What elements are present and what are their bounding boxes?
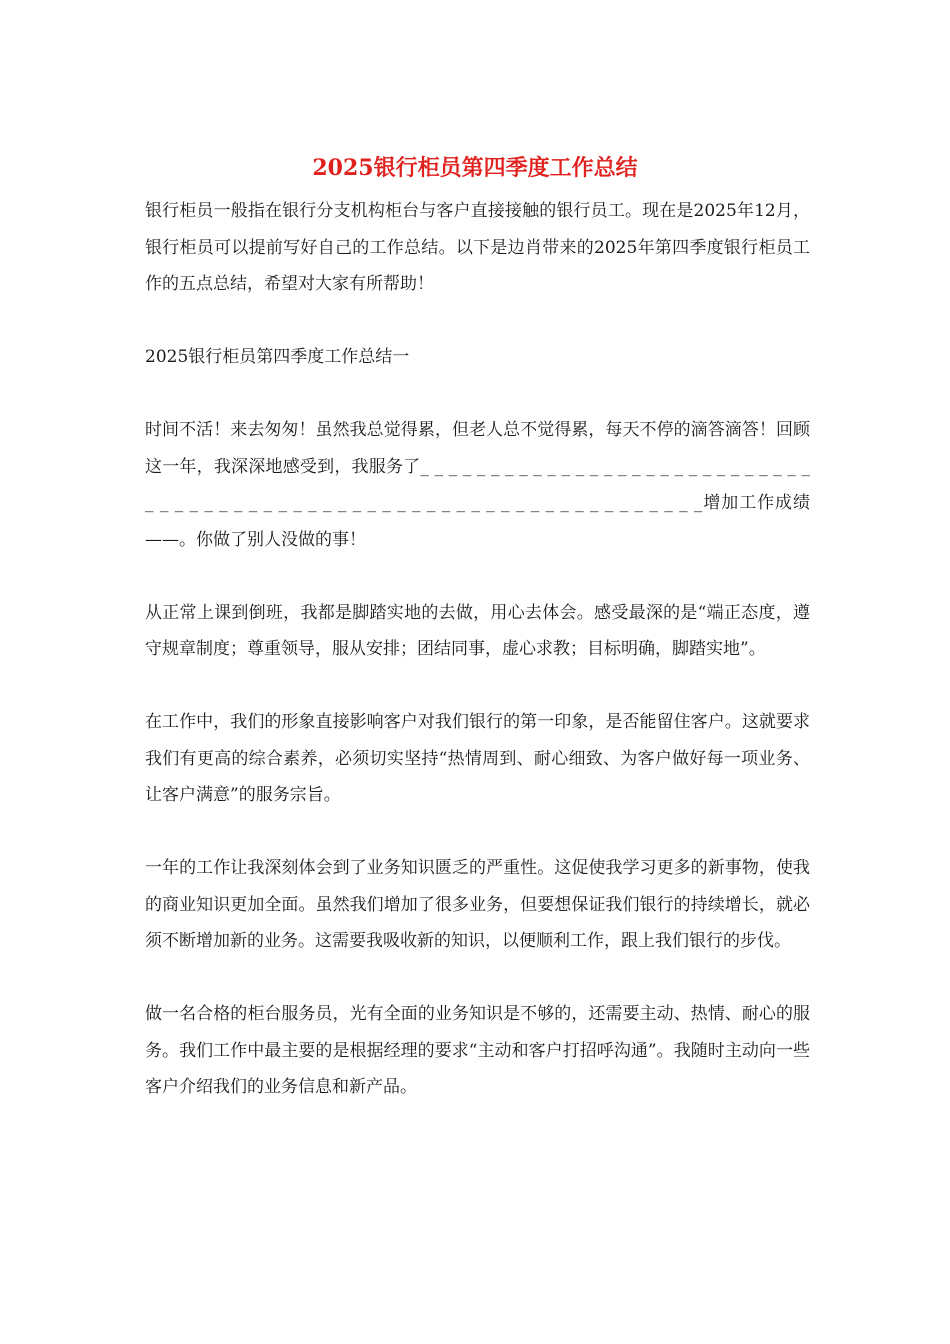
document-title: 2025银行柜员第四季度工作总结	[312, 155, 638, 181]
paragraph-service: 做一名合格的柜台服务员，光有全面的业务知识是不够的，还需要主动、热情、耐心的服务。我们工作中最主要的是根据经理的要求“主动和客户打招呼沟通”。我随时主动向一些客户介绍我们的业务信息和新产品。	[145, 1004, 810, 1097]
paragraph-time: 时间不活！来去匆匆！虽然我总觉得累，但老人总不觉得累，每天不停的滴答滴答！回顾这一年，我深深地感受到，我服务了_ _ _ _ _ _ _ _ _ _ _ _ _ _ _ _ _ _ _ _ _ _ _ _ _ _ _ _ _ _ _ _ _ _ _ _ _ _ _ _ _ _ _ _ _ _ _ _ _ _ _ _ _ _ _ _ _ _ _ _ _ _ _ _ _ _增加工作成绩——。你做了别人没做的事！	[145, 420, 810, 550]
section-heading: 2025银行柜员第四季度工作总结一	[145, 347, 410, 367]
intro-paragraph: 银行柜员一般指在银行分支机构柜台与客户直接接触的银行员工。现在是2025年12月，银行柜员可以提前写好自己的工作总结。以下是边肖带来的2025年第四季度银行柜员工作的五点总结，希望对大家有所帮助！	[145, 201, 810, 294]
paragraph-attitude: 从正常上课到倒班，我都是脚踏实地的去做，用心去体会。感受最深的是“端正态度，遵守规章制度；尊重领导，服从安排；团结同事，虚心求教；目标明确，脚踏实地”。	[145, 602, 810, 659]
paragraph-image: 在工作中，我们的形象直接影响客户对我们银行的第一印象，是否能留住客户。这就要求我们有更高的综合素养，必须切实坚持“热情周到、耐心细致、为客户做好每一项业务、让客户满意”的服务宗旨。	[145, 712, 810, 805]
paragraph-knowledge: 一年的工作让我深刻体会到了业务知识匮乏的严重性。这促使我学习更多的新事物，使我的商业知识更加全面。虽然我们增加了很多业务，但要想保证我们银行的持续增长，就必须不断增加新的业务。这需要我吸收新的知识，以便顺利工作，跟上我们银行的步伐。	[145, 858, 810, 951]
document-body	[145, 193, 810, 1142]
